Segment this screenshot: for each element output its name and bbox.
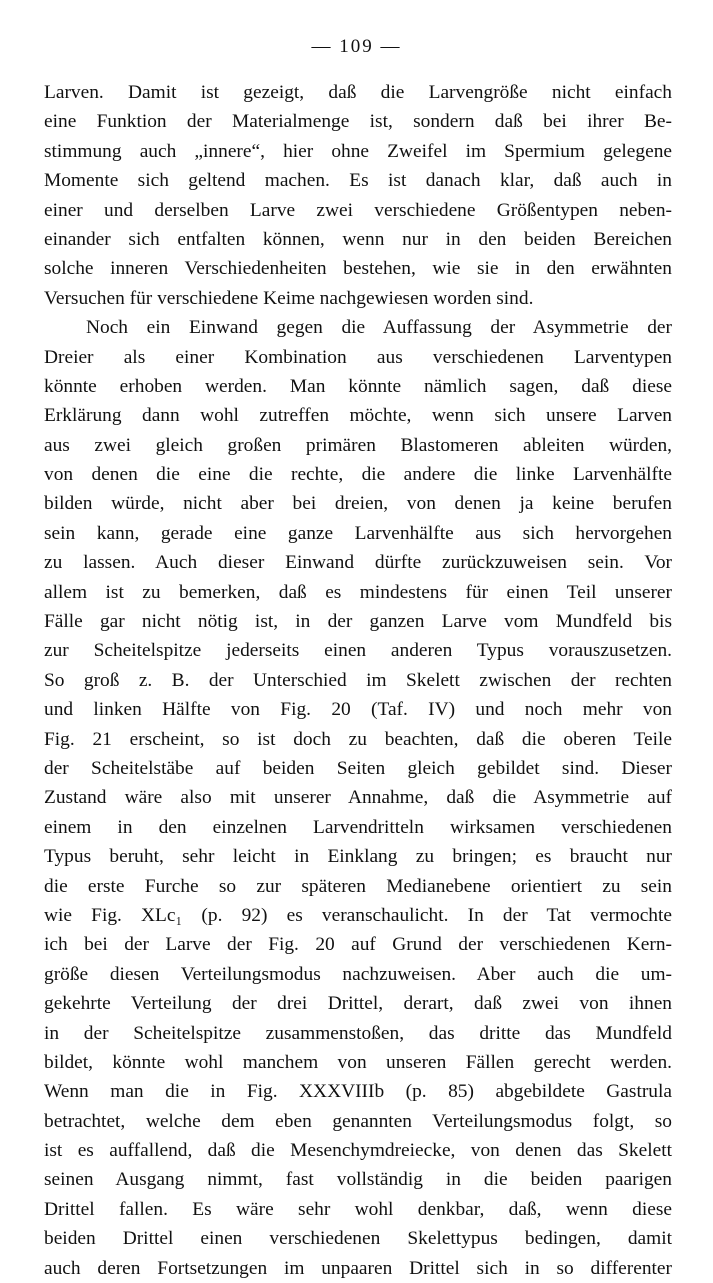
text-line: einander sich entfalten können, wenn nur in den beiden Bereichen	[44, 228, 672, 250]
text-line: einem in den einzelnen Larvendritteln wirksamen verschiedenen	[44, 816, 672, 838]
text-line: Zustand wäre also mit unserer Annahme, daß die Asymmetrie auf	[44, 787, 672, 809]
text-line: Fälle gar nicht nötig ist, in der ganzen Larve vom Mundfeld bis	[44, 611, 672, 633]
text-line: Erklärung dann wohl zutreffen möchte, wenn sich unsere Larven	[44, 405, 672, 427]
page-number: — 109 —	[311, 36, 402, 57]
text-line: Momente sich geltend machen. Es ist danach klar, daß auch in	[44, 170, 672, 192]
text-line: stimmung auch „innere“, hier ohne Zweifel im Spermium gelegene	[44, 140, 672, 162]
text-line: Fig. 21 erscheint, so ist doch zu beachten, daß die oberen Teile	[44, 728, 672, 750]
text-line: in der Scheitelspitze zusammenstoßen, das dritte das Mundfeld	[44, 1022, 672, 1044]
text-line: zur Scheitelspitze jederseits einen anderen Typus vorauszusetzen.	[44, 640, 672, 662]
text-line: der Scheitelstäbe auf beiden Seiten gleich gebildet sind. Dieser	[44, 757, 672, 779]
text-line: Typus beruht, sehr leicht in Einklang zu bringen; es braucht nur	[44, 846, 672, 868]
text-line: zu lassen. Auch dieser Einwand dürfte zurückzuweisen sein. Vor	[44, 552, 672, 574]
text-line: Wenn man die in Fig. XXXVIIIb (p. 85) abgebildete Gastrula	[44, 1081, 672, 1103]
text-line: bilden würde, nicht aber bei dreien, von denen ja keine berufen	[44, 493, 672, 515]
text-line: Dreier als einer Kombination aus verschiedenen Larventypen	[44, 346, 672, 368]
text-line: einer und derselben Larve zwei verschiedene Größentypen neben-	[44, 199, 672, 221]
text-line: ist es auffallend, daß die Mesenchymdreiecke, von denen das Skelett	[44, 1140, 672, 1162]
text-line: sein kann, gerade eine ganze Larvenhälfte aus sich hervorgehen	[44, 522, 672, 544]
text-line: wie Fig. XLc₁ (p. 92) es veranschaulicht. In der Tat vermochte	[44, 904, 672, 926]
text-line: ich bei der Larve der Fig. 20 auf Grund der verschiedenen Kern-	[44, 934, 672, 956]
text-line: aus zwei gleich großen primären Blastomeren ableiten würden,	[44, 434, 672, 456]
text-line: beiden Drittel einen verschiedenen Skelettypus bedingen, damit	[44, 1228, 672, 1250]
text-line: Larven. Damit ist gezeigt, daß die Larvengröße nicht einfach	[44, 82, 672, 103]
body-text	[44, 78, 672, 1283]
text-line: auch deren Fortsetzungen im unpaaren Drittel sich in so differenter	[44, 1257, 672, 1279]
text-line: gekehrte Verteilung der drei Drittel, derart, daß zwei von ihnen	[44, 993, 672, 1015]
text-line: Drittel fallen. Es wäre sehr wohl denkbar, daß, wenn diese	[44, 1198, 672, 1220]
text-line: seinen Ausgang nimmt, fast vollständig in die beiden paarigen	[44, 1169, 672, 1191]
text-line: Noch ein Einwand gegen die Auffassung der Asymmetrie der	[86, 317, 672, 339]
text-line: von denen die eine die rechte, die andere die linke Larvenhälfte	[44, 464, 672, 486]
text-line: eine Funktion der Materialmenge ist, sondern daß bei ihrer Be-	[44, 111, 672, 133]
text-line: allem ist zu bemerken, daß es mindestens für einen Teil unserer	[44, 581, 672, 603]
text-line: bildet, könnte wohl manchem von unseren Fällen gerecht werden.	[44, 1051, 672, 1073]
text-line: könnte erhoben werden. Man könnte nämlich sagen, daß diese	[44, 375, 672, 397]
text-line: und linken Hälfte von Fig. 20 (Taf. IV) und noch mehr von	[44, 699, 672, 721]
text-line: Versuchen für verschiedene Keime nachgewiesen worden sind.	[44, 287, 534, 309]
text-line: betrachtet, welche dem eben genannten Verteilungsmodus folgt, so	[44, 1110, 672, 1132]
text-line: die erste Furche so zur späteren Medianebene orientiert zu sein	[44, 875, 672, 897]
text-line: größe diesen Verteilungsmodus nachzuweisen. Aber auch die um-	[44, 963, 672, 985]
text-line: So groß z. B. der Unterschied im Skelett zwischen der rechten	[44, 669, 672, 691]
text-line: solche inneren Verschiedenheiten bestehen, wie sie in den erwähnten	[44, 258, 672, 280]
